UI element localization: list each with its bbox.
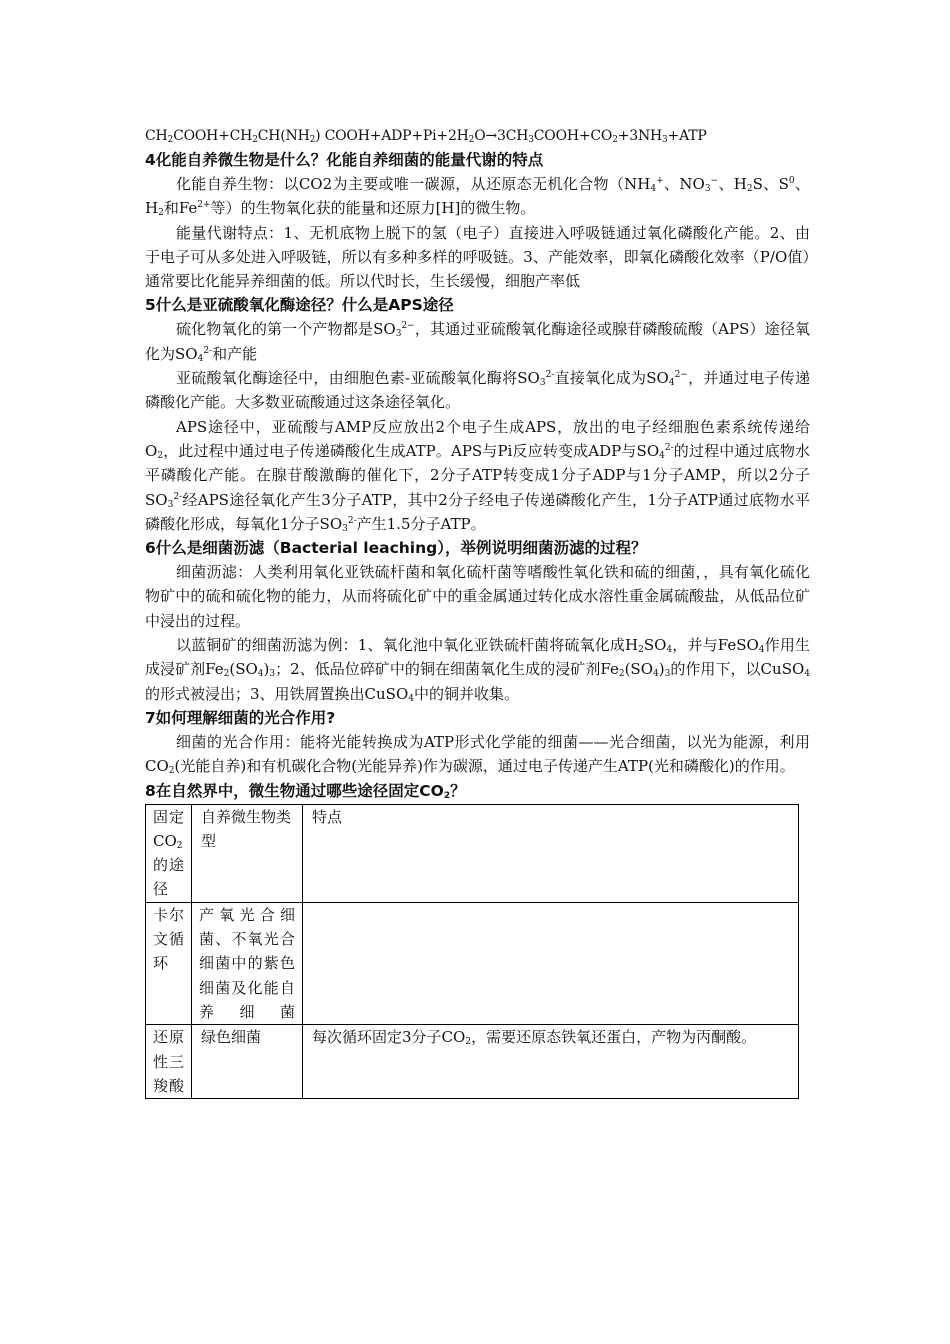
co2-fixation-table [145, 804, 799, 1100]
question-6-heading: 6什么是细菌沥滤（Bacterial leaching），举例说明细菌沥滤的过程？ [145, 539, 647, 558]
q4-paragraph-definition: 化能自养生物：以CO2为主要或唯一碳源，从还原态无机化合物（$NH_4^+$、$NO_3^-$、$H_2S$、$S^0$、$H_2$和$Fe^{2+}$等）的生物氧化获的能量和还原力[H]的微生物。 [145, 175, 810, 219]
table-row [146, 902, 799, 1024]
cell-reductive-tca-microbes: 绿色细菌 [192, 1025, 303, 1099]
document-page [145, 124, 810, 1099]
q6-paragraph-example: 以蓝铜矿的细菌沥滤为例：1、氧化池中氧化亚铁硫杆菌将硫氧化成$H_2SO_4$，并与FeSO$_4$作用生成浸矿剂$Fe_2(SO_4)_3$；2、低品位碎矿中的铜在细菌氧化生成的浸矿剂$Fe_2(SO_4)_3$的作用下，以CuSO$_4$的形式被浸出；3、用铁屑置换出CuSO$_4$中的铜并收集。 [145, 636, 811, 704]
q4-paragraph-metabolism: 能量代谢特点：1、无机底物上脱下的氢（电子）直接进入呼吸链通过氧化磷酸化产能。2、由于电子可从多处进入呼吸链，所以有多种多样的呼吸链。3、产能效率，即氧化磷酸化效率（P/O值）通常要比化能异养细菌的低。所以代时长，生长缓慢，细胞产率低 [145, 223, 810, 291]
header-features: 特点 [303, 804, 799, 902]
q5-paragraph-aps: APS途径中，亚硫酸与AMP反应放出2个电子生成APS，放出的电子经细胞色素系统传递给$O_2$，此过程中通过电子传递磷酸化生成ATP。APS与Pi反应转变成ADP与$SO_4^{2-}$的过程中通过底物水平磷酸化产能。在腺苷酸激酶的催化下，2分子ATP转变成1分子ADP与1分子AMP，所以2分子$SO_3^{2-}$经APS途径氧化产生3分子ATP，其中2分子经电子传递磷酸化产生，1分子ATP通过底物水平磷酸化形成，每氧化1分子$SO_3^{2-}$产生1.5分子ATP。 [145, 417, 810, 534]
q5-paragraph-intro: 硫化物氧化的第一个产物都是$SO_3^{2-}$，其通过亚硫酸氧化酶途径或腺苷磷酸硫酸（APS）途径氧化为$SO_4^{2-}$和产能 [145, 320, 810, 364]
q5-paragraph-sulfite-oxidase: 亚硫酸氧化酶途径中，由细胞色素-亚硫酸氧化酶将$SO_3^{2-}$直接氧化成为$SO_4^{2-}$，并通过电子传递磷酸化产能。大多数亚硫酸通过这条途径氧化。 [145, 369, 810, 412]
q6-paragraph-definition: 细菌沥滤：人类利用氧化亚铁硫杆菌和氧化硫杆菌等嗜酸性氧化铁和硫的细菌，，具有氧化硫化物矿中的硫和硫化物的能力，从而将硫化矿中的重金属通过转化成水溶性重金属硫酸盐，从低品位矿中浸出的过程。 [145, 563, 810, 630]
table-header-row [146, 804, 799, 902]
cell-reductive-tca-features: 每次循环固定3分子$CO_2$，需要还原态铁氧还蛋白，产物为丙酮酸。 [303, 1025, 799, 1099]
reaction-equation: $CH_2COOH+CH_2CH(NH_2)$ $COOH+ADP+Pi+2H_2O\to 3CH_3COOH+CO_2+3NH_3+ATP$ [145, 128, 707, 145]
cell-calvin-features [303, 902, 799, 1024]
question-8-heading: 8在自然界中，微生物通过哪些途径固定$CO_2$？ [145, 781, 466, 801]
question-5-heading: 5什么是亚硫酸氧化酶途径？什么是APS途径 [145, 296, 454, 315]
header-microbe-type: 自养微生物类型 [192, 804, 303, 902]
header-pathway: 固定$CO_2$的途径 [146, 804, 192, 902]
table-row [146, 1025, 799, 1099]
question-4-heading: 4化能自养微生物是什么？化能自养细菌的能量代谢的特点 [145, 151, 544, 169]
cell-reductive-tca: 还原性三羧酸 [146, 1025, 192, 1099]
q7-paragraph: 细菌的光合作用：能将光能转换成为ATP形式化学能的细菌——光合细菌，以光为能源，利用$CO_2$(光能自养)和有机碳化合物(光能异养)作为碳源，通过电子传递产生ATP(光和磷酸化)的作用。 [145, 732, 810, 777]
question-7-heading: 7如何理解细菌的光合作用? [145, 708, 336, 727]
cell-calvin-cycle: 卡尔文循环 [146, 902, 192, 1024]
cell-calvin-microbes: 产氧光合细菌、不氧光合细菌中的紫色细菌及化能自养细菌 [192, 902, 303, 1024]
